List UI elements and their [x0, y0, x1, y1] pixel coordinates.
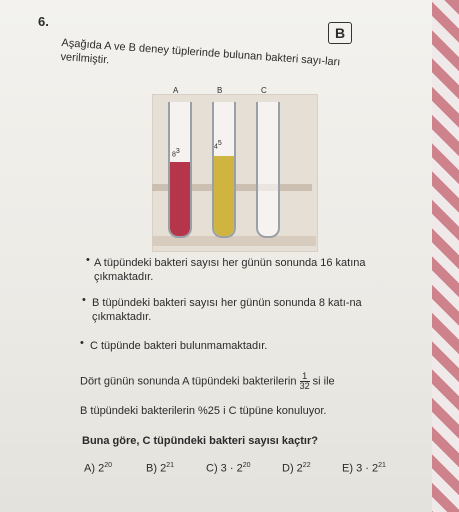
question-number: 6.: [38, 14, 49, 29]
bullet-text-2: B tüpündeki bakteri sayısı her günün sonunda 8 katı-na çıkmaktadır.: [92, 297, 362, 323]
tube-a-liquid: [170, 162, 190, 236]
choice-c[interactable]: C) $3 \cdot 2^{20}$: [206, 462, 251, 475]
choice-a[interactable]: A) $2^{20}$: [84, 462, 112, 475]
tube-c: [256, 102, 280, 238]
bullet-dot: •: [82, 294, 86, 306]
bullet-text-3: C tüpünde bakteri bulunmamaktadır.: [90, 340, 268, 352]
fraction: $\frac{1}{32}$: [299, 371, 310, 391]
bullet-dot: •: [80, 337, 84, 349]
tube-a: [168, 102, 192, 238]
choice-b[interactable]: B) $2^{21}$: [146, 462, 174, 475]
tube-b-label: B: [217, 86, 223, 95]
tube-a-label: A: [173, 86, 179, 95]
tube-b-liquid: [214, 156, 234, 236]
choice-e[interactable]: E) $3 \cdot 2^{21}$: [342, 462, 386, 475]
statement-line-1: Dört günün sonunda A tüpündeki bakterilerin $\frac{1}{32}$ si ile: [80, 371, 335, 391]
question-intro: Aşağıda A ve B deney tüplerinde bulunan bakteri sayı-ları verilmiştir.: [60, 36, 341, 69]
bullet-dot: •: [86, 254, 90, 266]
statement-line-2: B tüpündeki bakterilerin %25 i C tüpüne konuluyor.: [80, 405, 327, 417]
tube-b-value: $4^5$: [214, 140, 222, 151]
test-tube-figure: [152, 88, 316, 250]
tube-a-value: $8^3$: [172, 148, 180, 159]
tube-b: [212, 102, 236, 238]
question-prompt: Buna göre, C tüpündeki bakteri sayısı kaçtır?: [82, 435, 318, 447]
difficulty-badge: B: [328, 22, 352, 44]
tube-c-label: C: [261, 86, 267, 95]
bullet-text-1: A tüpündeki bakteri sayısı her günün sonunda 16 katına çıkmaktadır.: [94, 257, 366, 283]
choice-d[interactable]: D) $2^{22}$: [282, 462, 311, 475]
